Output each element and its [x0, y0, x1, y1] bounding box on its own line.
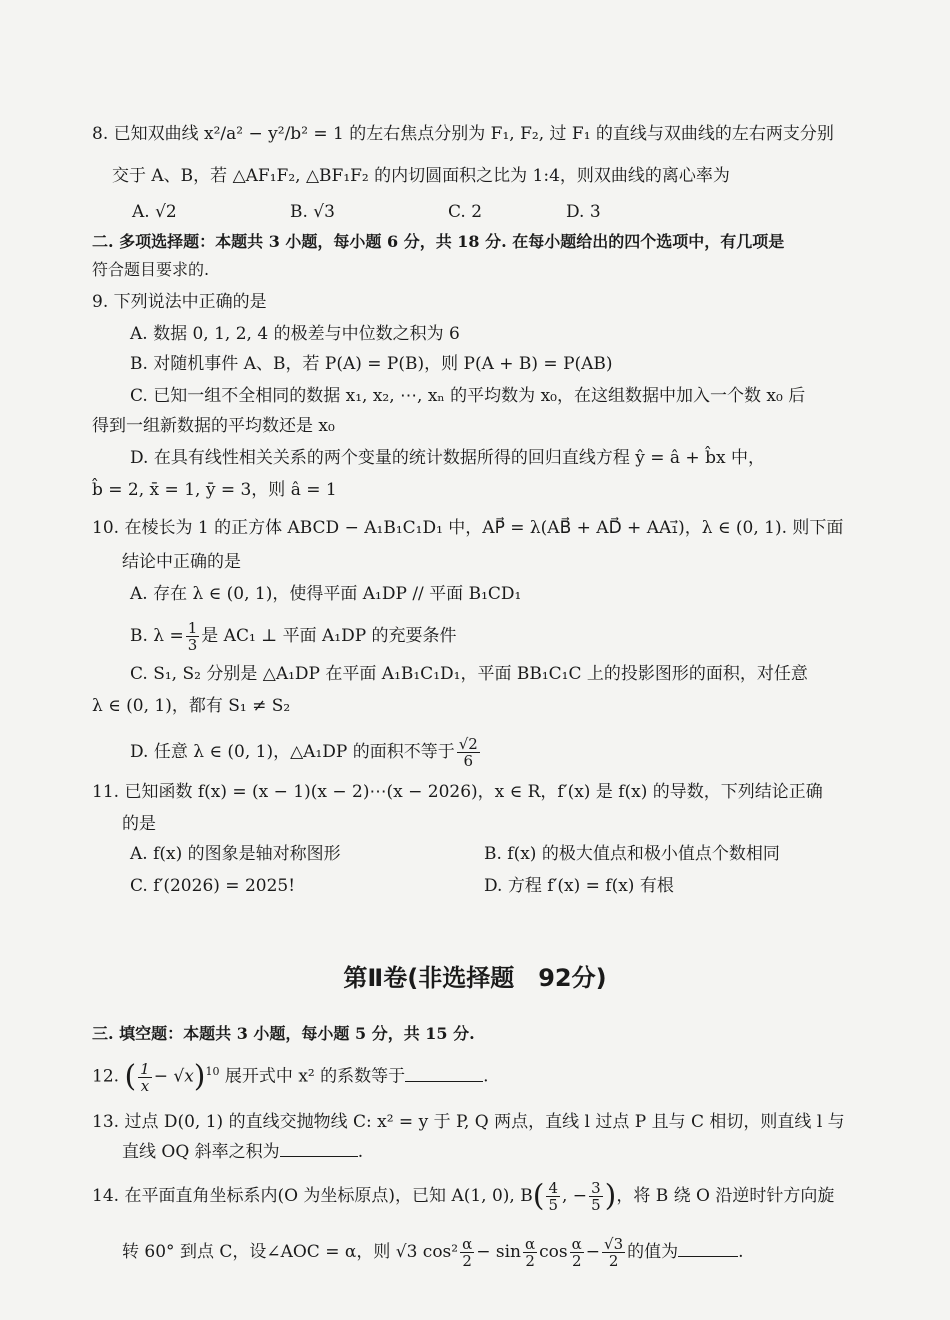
q14-line1-post: ，将 B 绕 O 沿逆时针方向旋 [616, 1186, 835, 1206]
q14-b-x [546, 1180, 560, 1213]
q12-close-paren: ) [193, 1059, 206, 1095]
q9-option-c-line2: 得到一组新数据的平均数还是 x₀ [92, 416, 335, 436]
q14-b-mid: , − [562, 1186, 588, 1206]
q12-num: 1 [140, 1059, 150, 1078]
q10-option-c-line2: λ ∈ (0, 1)，都有 S₁ ≠ S₂ [92, 696, 291, 716]
q14-frac3-den: 2 [571, 1252, 582, 1270]
q10-d-num: √2 [458, 735, 478, 753]
q14-frac2-den: 2 [525, 1252, 535, 1270]
q12-text: 展开式中 x² 的系数等于 [224, 1066, 406, 1087]
q9-option-c-line1: C. 已知一组不全相同的数据 x₁, x₂, ⋯, xₙ 的平均数为 x₀，在这组数据中加入一个数 x₀ 后 [130, 386, 806, 406]
q8-line2: 交于 A、B，若 △AF₁F₂, △BF₁F₂ 的内切圆面积之比为 1:4，则双曲线的离心率为 [112, 166, 730, 186]
q10-b-prefix: B. λ = [130, 626, 184, 646]
q14-mid2: cos [539, 1242, 568, 1262]
q10-option-a: A. 存在 λ ∈ (0, 1)，使得平面 A₁DP // 平面 B₁CD₁ [130, 584, 522, 604]
q14-frac1 [460, 1236, 474, 1269]
q11-option-d: D. 方程 f′(x) = f(x) 有根 [484, 876, 674, 896]
q14-frac2 [523, 1236, 537, 1269]
q13-text: 直线 OQ 斜率之积为 [122, 1142, 280, 1162]
q10-b-suffix: 是 AC₁ ⊥ 平面 A₁DP 的充要条件 [201, 626, 457, 646]
q14-close-paren: ) [604, 1178, 617, 1214]
q14-frac4-den: 2 [608, 1252, 619, 1270]
q14-b-y-den: 5 [591, 1196, 601, 1214]
q14-b-x-den: 5 [548, 1196, 558, 1214]
q14-line2-pre: 转 60° 到点 C，设∠AOC = α，则 √3 cos² [122, 1242, 459, 1262]
q10-b-den: 3 [187, 636, 198, 654]
q14-line2-post: 的值为 [627, 1242, 679, 1262]
q10-line2: 结论中正确的是 [122, 552, 241, 572]
q9-option-d-line2: b̂ = 2, x̄ = 1, ȳ = 3，则 â = 1 [92, 480, 337, 500]
q14-frac3-num: α [571, 1235, 582, 1253]
q14-b-y [589, 1180, 603, 1213]
q11-option-a: A. f(x) 的图象是轴对称图形 [130, 844, 341, 864]
q8-option-c: C. 2 [448, 202, 483, 222]
q14-b-x-num: 4 [548, 1179, 558, 1197]
q11-line1: 11. 已知函数 f(x) = (x − 1)(x − 2)⋯(x − 2026)，x ∈ R，f′(x) 是 f(x) 的导数，下列结论正确 [92, 782, 823, 802]
q12-den: x [140, 1076, 150, 1095]
q8-line1: 8. 已知双曲线 x²/a² − y²/b² = 1 的左右焦点分别为 F₁, F₂, 过 F₁ 的直线与双曲线的左右两支分别 [92, 124, 834, 144]
q14-frac4 [602, 1236, 625, 1269]
q14-frac1-num: α [462, 1235, 473, 1253]
q14-line1 [92, 1180, 834, 1213]
q14-open-paren: ( [532, 1178, 545, 1214]
q8-option-d: D. 3 [566, 202, 601, 222]
q14-b-y-num: 3 [591, 1179, 601, 1197]
q12-line: 12. ( $\frac{1}{x}$ − √x)$^{10}$ 展开式中 x² 的系数等于 . [92, 1059, 489, 1095]
q9-option-a: A. 数据 0, 1, 2, 4 的极差与中位数之积为 6 [130, 324, 460, 344]
section3-heading: 三. 填空题：本题共 3 小题，每小题 5 分，共 15 分. [92, 1024, 475, 1043]
q14-line1-pre: 14. 在平面直角坐标系内(O 为坐标原点)，已知 A(1, 0), B [92, 1186, 533, 1206]
q10-option-c-line1: C. S₁, S₂ 分别是 △A₁DP 在平面 A₁B₁C₁D₁，平面 BB₁C₁C 上的投影图形的面积，对任意 [130, 664, 808, 684]
q10-d-prefix: D. 任意 λ ∈ (0, 1)，△A₁DP 的面积不等于 [130, 742, 455, 762]
q12-exponent: 10 [205, 1065, 220, 1078]
q12-mid: − √x [153, 1066, 194, 1087]
section2-heading: 二. 多项选择题：本题共 3 小题，每小题 6 分，共 18 分. 在每小题给出的四个选项中，有几项是 [92, 232, 785, 251]
q10-option-d [130, 736, 482, 769]
q14-frac3 [570, 1236, 584, 1269]
q9-stem: 9. 下列说法中正确的是 [92, 292, 267, 312]
q12-number: 12. [92, 1066, 120, 1087]
q10-option-b [130, 620, 457, 653]
q11-option-b: B. f(x) 的极大值点和极小值点个数相同 [484, 844, 780, 864]
q11-line2: 的是 [122, 814, 156, 834]
q14-answer-blank[interactable] [678, 1242, 738, 1257]
q10-b-num: 1 [187, 619, 198, 637]
q12-fraction [138, 1061, 152, 1094]
part2-title: 第Ⅱ卷(非选择题 92分) [343, 964, 607, 992]
q10-d-den: 6 [463, 752, 474, 770]
q11-option-c: C. f′(2026) = 2025! [130, 876, 296, 896]
q8-option-b: B. √3 [290, 202, 335, 222]
q13-line2: 直线 OQ 斜率之积为 . [122, 1142, 364, 1162]
q14-frac1-den: 2 [462, 1252, 472, 1270]
q8-option-a: A. √2 [132, 202, 177, 222]
q14-mid1: − sin [476, 1242, 522, 1262]
q9-option-d-line1: D. 在具有线性相关关系的两个变量的统计数据所得的回归直线方程 ŷ = â + b̂x 中， [130, 448, 765, 468]
q13-answer-blank[interactable] [280, 1142, 358, 1157]
q12-answer-blank[interactable] [405, 1067, 483, 1082]
q10-line1: 10. 在棱长为 1 的正方体 ABCD − A₁B₁C₁D₁ 中，AP⃗ = λ(AB⃗ + AD⃗ + AA₁⃗)，λ ∈ (0, 1). 则下面 [92, 518, 844, 538]
q12-open-paren: ( [124, 1059, 137, 1095]
q14-mid3: − [585, 1242, 601, 1262]
section2-heading-cont: 符合题目要求的. [92, 260, 210, 279]
q14-frac2-num: α [525, 1235, 536, 1253]
q14-frac4-num: √3 [604, 1235, 624, 1253]
q10-b-fraction [186, 620, 200, 653]
q13-line1: 13. 过点 D(0, 1) 的直线交抛物线 C: x² = y 于 P, Q 两点，直线 l 过点 P 且与 C 相切，则直线 l 与 [92, 1112, 845, 1132]
q10-d-fraction [457, 736, 480, 769]
q9-option-b: B. 对随机事件 A、B，若 P(A) = P(B)，则 P(A + B) = P(AB) [130, 354, 613, 374]
q14-line2: 转 60° 到点 C，设∠AOC = α，则 √3 cos² $\frac{\alpha}{2}$ − sin $\frac{\alpha}{2}$ cos $\frac{\alpha}{2}$ − $\frac{√3}{2}$ 的值为 . [122, 1235, 744, 1270]
